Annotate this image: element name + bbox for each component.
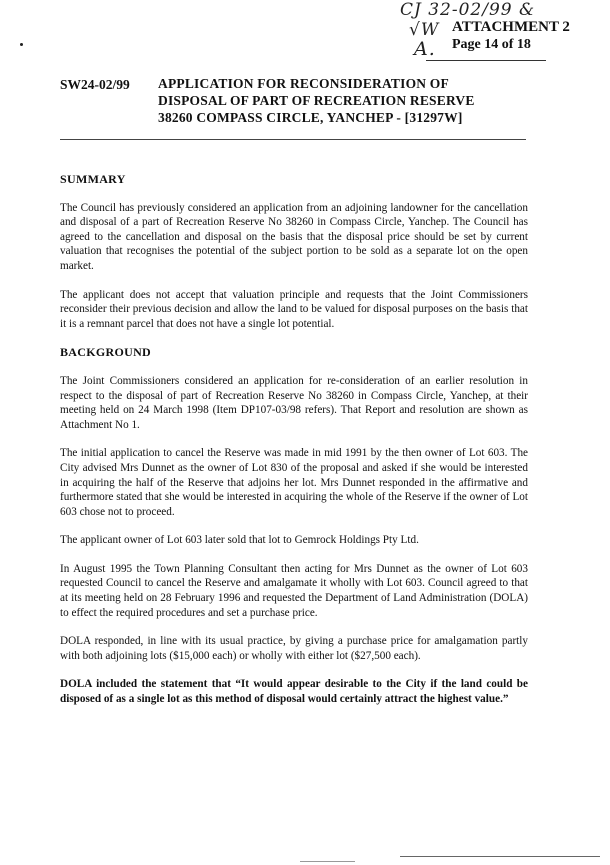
- footer-rule: [400, 856, 600, 857]
- dola-statement: DOLA included the statement that “It would appear desirable to the City if the land could be disposed of as a single lot as this method of disposal would certainly attract the highest value.”: [60, 678, 528, 706]
- attachment-label: ATTACHMENT 2: [452, 19, 570, 35]
- handwritten-initials: √W: [409, 20, 440, 40]
- report-title: [158, 75, 538, 126]
- background-paragraph: DOLA responded, in line with its usual practice, by giving a purchase price for amalgamation partly with both adjoining lots ($15,000 each) or wholly with either lot ($27,500 each).: [60, 635, 528, 662]
- background-paragraph: The initial application to cancel the Reserve was made in mid 1991 by the then owner of Lot 603. The City advised Mrs Dunnet as the owner of Lot 830 of the proposal and asked if she would be interested in acquiring the half of the Reserve that adjoins her lot. Mrs Dunnet responded in the affirmative and furthermore stated that she would be interested in acquiring the whole of the Reserve if the owner of Lot 603 chose not to proceed.: [60, 447, 528, 518]
- summary-paragraph: The Council has previously considered an application from an adjoining landowner for the cancellation and disposal of a part of Recreation Reserve No 38260 in Compass Circle, Yanchep. The Council has agreed to the cancellation and disposal on the basis that the disposal price should be set by current valuation that recognises the potential of the subject portion to be sold as a separate lot on the open market.: [60, 201, 528, 272]
- header-underline: [426, 60, 546, 61]
- footer-rule-short: [300, 861, 355, 862]
- summary-heading: SUMMARY: [60, 172, 126, 186]
- title-divider: [60, 139, 526, 140]
- report-title-line: DISPOSAL OF PART OF RECREATION RESERVE: [158, 93, 475, 108]
- report-title-line: 38260 COMPASS CIRCLE, YANCHEP - [31297W]: [158, 110, 463, 125]
- background-paragraph: In August 1995 the Town Planning Consultant then acting for Mrs Dunnet as the owner of Lot 603 requested Council to cancel the Reserve and amalgamate it wholly with Lot 603. Council agreed to that at its meeting held on 28 February 1996 and requested the Department of Land Administration (DOLA) to effect the required procedures and set a purchase price.: [60, 562, 528, 619]
- handwritten-mark: A.: [414, 38, 436, 60]
- report-body: [60, 172, 528, 721]
- report-title-line: APPLICATION FOR RECONSIDERATION OF: [158, 76, 449, 91]
- background-paragraph: The applicant owner of Lot 603 later sold that lot to Gemrock Holdings Pty Ltd.: [60, 534, 419, 547]
- page-number: Page 14 of 18: [452, 37, 531, 52]
- scan-speck: [20, 43, 23, 46]
- handwritten-reference: CJ 32-02/99 &: [400, 0, 536, 20]
- summary-paragraph: The applicant does not accept that valuation principle and requests that the Joint Commissioners reconsider their previous decision and allow the land to be valued for disposal purposes on the basis that it is a remnant parcel that does not have a single lot potential.: [60, 288, 528, 330]
- background-heading: BACKGROUND: [60, 345, 152, 360]
- background-paragraph: The Joint Commissioners considered an application for re-consideration of an earlier resolution in respect to the disposal of part of Recreation Reserve No 38260 in Compass Circle, Yanchep, at their meeting held on 24 March 1998 (Item DP107-03/98 refers). That Report and resolution are shown as Attachment No 1.: [60, 374, 528, 431]
- report-reference: SW24-02/99: [60, 77, 130, 92]
